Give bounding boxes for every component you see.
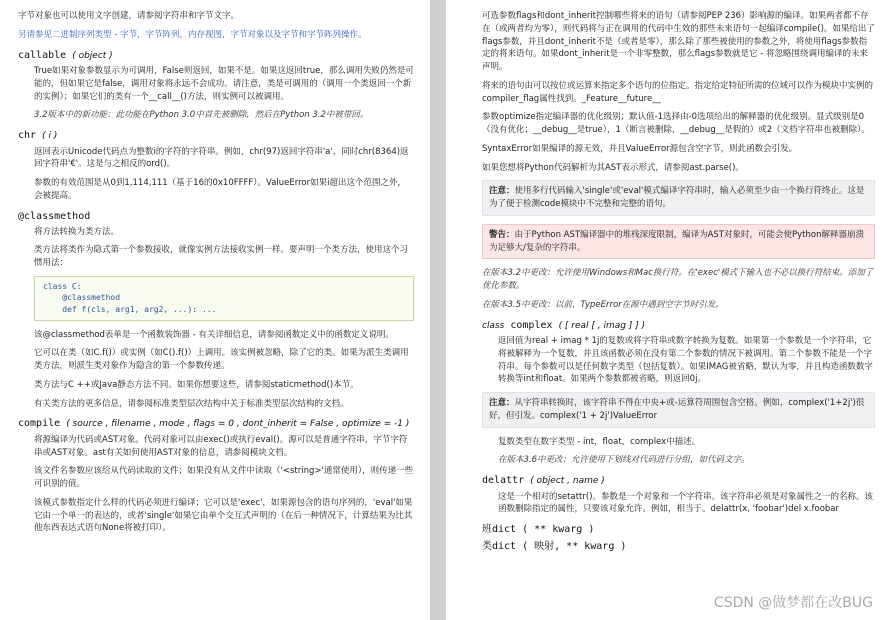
page-gap — [430, 0, 446, 620]
note-box-2 — [482, 392, 875, 428]
compile-para-2: 该文件名参数应该给从代码读取的文件；如果没有从文件中读取（'<string>'通常使用），则传递一些可识别的值。 — [34, 466, 414, 490]
chr-description: 返回表示Unicode代码点为整数i的字符的字符串。例如，chr(97)返回字符串'a'，同时chr(8364)返回字符串'€'。这是与之相反的ord()。 — [34, 146, 409, 170]
classmethod-para-2: 类方法将类作为隐式第一个参数接收，就像实例方法接收实例一样。要声明一个类方法，使用这个习惯用法： — [34, 245, 409, 268]
bytes-literal-note: 字节对象也可以使用文字创建，请参阅字符串和字节文字。 — [18, 11, 240, 21]
chr-args: ( i ) — [42, 131, 58, 141]
complex-para-2: 复数类型在数字类型 - int，float，complex中描述。 — [498, 436, 701, 447]
warning-label: 警告： — [489, 229, 515, 240]
classmethod-para-4: 它可以在类（如C.f()）或实例（如C().f()）上调用。该实例被忽略，除了它的类。如果为派生类调用类方法，则派生类对象作为隐含的第一个参数传递。 — [34, 348, 409, 372]
callable-description: True如果对象参数显示为可调用，False则返回，如果不是。如果这返回true，那么调用失败仍然是可能的，但如果它是false，调用对象将永远不会成功。请注意，类是可调用的（调用一个类返回一个新的实例）；如果它们的类有一个__call__()方法，则实例可以被调用。 — [34, 66, 414, 102]
note-box-1 — [482, 180, 875, 216]
warning-text: 由于Python AST编译器中的堆栈深度限制，编译为AST对象时，可能会使Python解释器崩溃为足够大/复杂的字符串。 — [489, 229, 864, 253]
classmethod-para-5: 类方法与C ++或Java静态方法不同。如果你想要这些，请参阅staticmethod()本节。 — [34, 379, 359, 390]
callable-signature — [18, 48, 414, 64]
classmethod-description: 将方法转换为类方法。 — [34, 226, 120, 237]
classmethod-code-block — [34, 276, 414, 321]
complex-args: ( [ real [ , imag ] ] ) — [558, 320, 646, 331]
delattr-signature — [482, 473, 875, 489]
complex-description: 返回值为real + imag * 1j的复数或将字符串或数字转换为复数。如果第一个参数是一个字符串，它将被解释为一个复数，并且该函数必须在没有第二个参数的情况下被调用。第二个参数不能是一个字符串。每个参数可以是任何数字类型（包括复数）。如果IMAG被省略，默认为零，并且构造函数数字转换等int和float。如果两个参数都被省略，则返回0j。 — [498, 336, 873, 385]
complex-name: complex — [510, 319, 553, 331]
note-label-2: 注意： — [489, 398, 515, 408]
delattr-args: ( object , name ) — [530, 476, 605, 486]
classmethod-signature: @classmethod — [18, 210, 91, 222]
see-also-links[interactable]: 另请参见二进制序列类型 - 字节，字节阵列，内存视图，字节对象以及字节和字节阵列操作。 — [18, 29, 367, 40]
left-page — [0, 0, 430, 620]
code-line-1: class C: — [43, 281, 82, 291]
delattr-description: 这是一个相对的setattr()。参数是一个对象和一个字符串。该字符串必须是对象属性之一的名称。该函数删除指定的属性，只要该对象允许。例如，相当于。delattr(x, 'foobar')del x.foobar — [498, 491, 873, 515]
classmethod-para-6: 有关类方法的更多信息，请参阅标准类型层次结构中关于标准类型层次结构的文档。 — [34, 398, 349, 409]
callable-name: callable — [18, 49, 67, 61]
compile-signature — [18, 416, 414, 432]
compile-para-3: 该模式参数指定什么样的代码必须进行编译；它可以是'exec'，如果源包含的语句序列的，'eval'如果它由一个单一的表达的，或者'single'如果它由单个交互式声明的（在后一种情况下，计算结果为比其他东西表达式语句None将被打印）。 — [34, 497, 413, 534]
note-label: 注意： — [489, 186, 515, 197]
complex-prefix: class — [482, 320, 505, 331]
chr-signature — [18, 128, 414, 144]
complex-signature — [482, 318, 875, 334]
optimize-description: 参数optimize指定编译器的优化级别；默认值-1选择由-0选项给出的解释器的优化级别。显式级别是0（没有优化；__debug__是true），1（断言被删除，__debug__是假的）或2（文档字符串也被删除）。 — [482, 112, 870, 135]
compile-name: compile — [18, 418, 61, 430]
warning-box — [482, 224, 875, 260]
dict-signature-1: 班dict ( ** kwarg ) — [482, 524, 595, 535]
note-text: 使用多行代码输入'single'或'eval'模式编译字符串时，输入必须至少由一个换行符终止。这是为了便于检测code模块中不完整和完整的语句。 — [489, 186, 865, 209]
code-line-2: @classmethod — [43, 293, 121, 303]
version-change-36: 在版本3.6中更改：允许使用下划线对代码进行分组，如代码文字。 — [498, 455, 750, 466]
right-page — [446, 0, 887, 620]
code-line-3: def f(cls, arg1, arg2, ...): ... — [43, 304, 217, 314]
chr-name: chr — [18, 130, 37, 141]
classmethod-para-3: 该@classmethod表单是一个函数装饰器 - 有关详细信息，请参阅函数定义中的函数定义说明。 — [34, 329, 394, 340]
version-change-35: 在版本3.5中更改：以前，TypeError在源中遇到空字节时引发。 — [482, 299, 724, 310]
callable-version-note: 3.2版本中的新功能：此功能在Python 3.0中首先被删除，然后在Python 3.2中被带回。 — [34, 110, 369, 121]
ast-parse-note: 如果您想将Python代码解析为其AST表示形式，请参阅ast.parse()。 — [482, 162, 744, 173]
chr-range: 参数的有效范围是从0到1,114,111（基于16的0x10FFFF）。ValueError如果i超出这个范围之外，会被提高。 — [34, 178, 406, 201]
future-statements: 将来的语句由可以按位或运算来指定多个语句的位指定。指定给定特征所需的位域可以作为模块中实例的compiler_flag属性找到。_Feature__future__ — [482, 80, 874, 104]
compile-args: ( source , filename , mode , flags = 0 , dont_inherit = False , optimize = -1 ) — [66, 419, 410, 430]
dict-signature-2: 类dict ( 映射, ** kwarg ) — [482, 541, 627, 552]
compile-description: 将源编译为代码或AST对象。代码对象可以由exec()或执行eval()。源可以是普通字符串，字节字符串或AST对象。ast有关如何使用AST对象的信息，请参阅模块文档。 — [34, 434, 408, 458]
csdn-watermark: CSDN @做梦都在改BUG — [713, 595, 873, 611]
flags-description: 可选参数flags和dont_inherit控制哪些将来的语句（请参阅PEP 236）影响源的编译。如果两者都不存在（或两者均为零），则代码将与正在调用的代码中生效的那些未来语句一起编译compile()。如果给出了flags参数，并且dont_inherit不是（或者是零），那么除了那些被使用的参数之外，将使用flags参数指定的将来语句。如果dont_inherit是一个非零整数，那么flags参数就是它 - 将忽略围绕调用编译的未来声明。 — [482, 11, 875, 72]
delattr-name: delattr — [482, 475, 525, 486]
callable-args: ( object ) — [72, 50, 113, 61]
version-change-32: 在版本3.2中更改：允许使用Windows和Mac换行符。在'exec'模式下输入也不必以换行符结束。添加了优化参数。 — [482, 268, 874, 291]
compile-errors: SyntaxError如果编译的源无效，并且ValueError源包含空字节，则此函数会引发。 — [482, 143, 798, 154]
note-text-2: 从字符串转换时，该字符串不得在中央+或-运算符周围包含空格。例如，complex('1+2j')很好，但引发。complex('1 + 2j')ValueError — [489, 398, 865, 421]
